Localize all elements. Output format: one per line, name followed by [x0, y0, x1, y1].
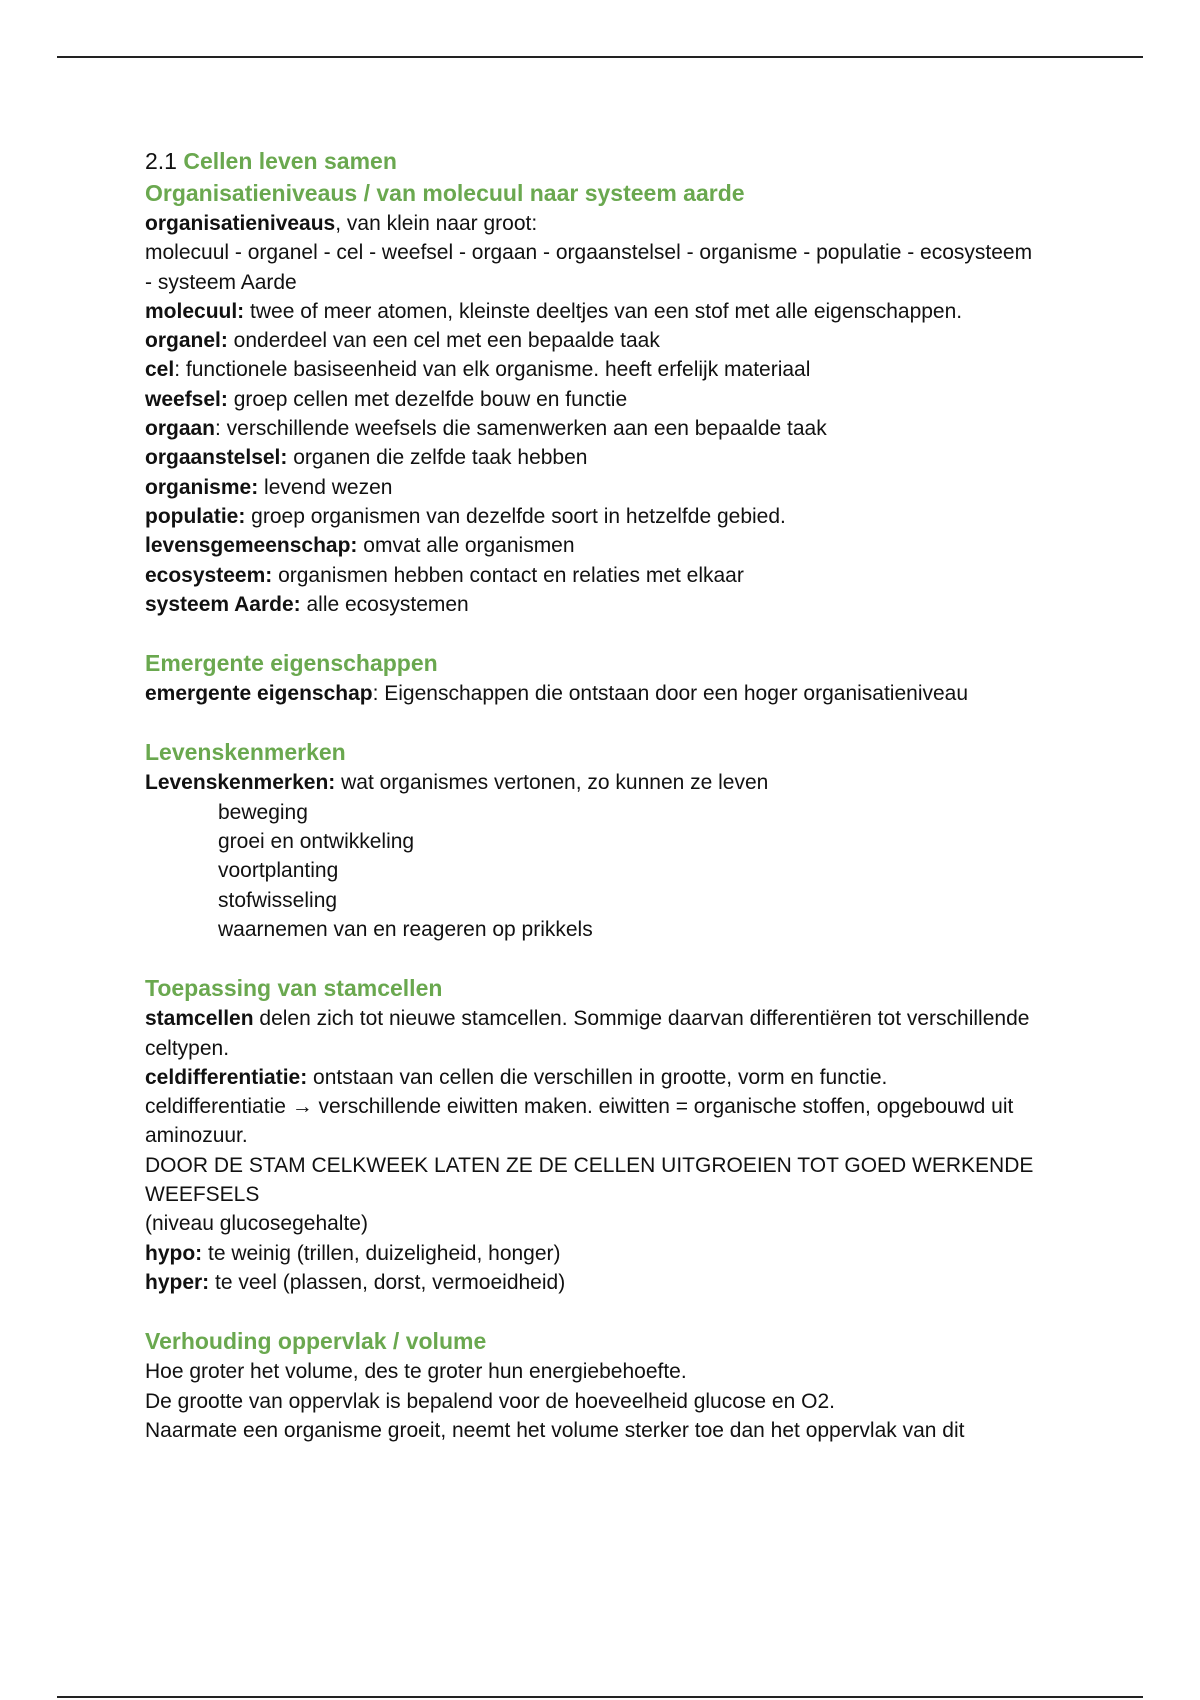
term: systeem Aarde:: [145, 592, 301, 616]
term: emergente eigenschap: [145, 682, 373, 706]
def-populatie: [145, 502, 1085, 531]
spacer: [145, 944, 1085, 972]
list-item: stofwisseling: [218, 888, 338, 912]
term: Levenskenmerken:: [145, 771, 336, 795]
term: levensgemeenschap:: [145, 534, 358, 558]
spacer: [145, 619, 1085, 647]
list-item: waarnemen van en reageren op prikkels: [218, 917, 593, 941]
heading-organisatieniveaus: Organisatieniveaus / van molecuul naar systeem aarde: [145, 180, 745, 206]
term: orgaanstelsel:: [145, 446, 288, 470]
term: molecuul:: [145, 299, 245, 323]
org-chain-cont: - systeem Aarde: [145, 270, 297, 294]
definition: organismen hebben contact en relaties met elkaar: [272, 563, 744, 587]
definition: wat organismes vertonen, zo kunnen ze leven: [335, 771, 769, 795]
org-intro: [145, 209, 1085, 238]
def-emergente-eigenschap: [145, 679, 1085, 708]
term: hyper:: [145, 1270, 210, 1294]
definition: groep organismen van dezelfde soort in hetzelfde gebied.: [245, 504, 786, 528]
term: weefsel:: [145, 387, 228, 411]
def-hyper: [145, 1268, 1085, 1297]
definition: delen zich tot nieuwe stamcellen. Sommige daarvan differentiëren tot verschillende: [253, 1007, 1030, 1031]
heading-levenskenmerken: Levenskenmerken: [145, 739, 346, 766]
spacer: [145, 1297, 1085, 1325]
heading-verhouding: Verhouding oppervlak / volume: [145, 1328, 487, 1355]
def-molecuul: [145, 297, 1085, 326]
def-orgaanstelsel: [145, 443, 1085, 472]
note-glucose: (niveau glucosegehalte): [145, 1212, 368, 1236]
term: cel: [145, 358, 175, 382]
def-celdifferentiatie: [145, 1063, 1085, 1092]
definition: ontstaan van cellen die verschillen in grootte, vorm en functie.: [307, 1065, 888, 1089]
definition: omvat alle organismen: [357, 534, 575, 558]
section-number: 2.1: [145, 148, 177, 174]
def-organisme: [145, 473, 1085, 502]
term: hypo:: [145, 1241, 203, 1265]
note-celkweek-cont: WEEFSELS: [145, 1183, 260, 1207]
term: organisatieniveaus: [145, 212, 336, 235]
heading-emergente-eigenschappen: Emergente eigenschappen: [145, 650, 438, 677]
def-levenskenmerken: [145, 768, 1085, 797]
def-levensgemeenschap: [145, 531, 1085, 560]
definition: onderdeel van een cel met een bepaalde taak: [227, 329, 660, 353]
org-chain: molecuul - organel - cel - weefsel - orgaan - orgaanstelsel - organisme - populatie - ecosysteem: [145, 241, 1033, 265]
note-celdifferentiatie: celdifferentiatie → verschillende eiwitten maken. eiwitten = organische stoffen, opgebouwd uit: [145, 1095, 1014, 1119]
spacer: [145, 708, 1085, 736]
definition: : Eigenschappen die ontstaan door een hoger organisatieniveau: [372, 682, 969, 706]
ratio-line-3: Naarmate een organisme groeit, neemt het volume sterker toe dan het oppervlak van dit: [145, 1418, 965, 1442]
document-body: [145, 145, 1085, 1445]
definition: organen die zelfde taak hebben: [287, 446, 588, 470]
def-stamcellen: [145, 1004, 1085, 1033]
term: ecosysteem:: [145, 563, 273, 587]
definition: alle ecosystemen: [300, 592, 469, 616]
def-orgaan: [145, 414, 1085, 443]
header-rule: [57, 56, 1143, 58]
list-item: beweging: [218, 800, 308, 824]
note-celkweek: DOOR DE STAM CELKWEEK LATEN ZE DE CELLEN UITGROEIEN TOT GOED WERKENDE: [145, 1153, 1034, 1177]
definition: , van klein naar groot:: [335, 212, 538, 235]
term: stamcellen: [145, 1007, 254, 1031]
list-item: groei en ontwikkeling: [218, 830, 415, 854]
definition: : functionele basiseenheid van elk organisme. heeft erfelijk materiaal: [174, 358, 811, 382]
heading-toepassing-stamcellen: Toepassing van stamcellen: [145, 975, 443, 1002]
section-title-text: Cellen leven samen: [183, 148, 397, 174]
ratio-line-1: Hoe groter het volume, des te groter hun energiebehoefte.: [145, 1360, 687, 1384]
definition: groep cellen met dezelfde bouw en functie: [227, 387, 628, 411]
term: organel:: [145, 329, 228, 353]
definition: twee of meer atomen, kleinste deeltjes van een stof met alle eigenschappen.: [244, 299, 963, 323]
definition: te weinig (trillen, duizeligheid, honger): [202, 1241, 561, 1265]
definition: te veel (plassen, dorst, vermoeidheid): [209, 1270, 566, 1294]
list-item: voortplanting: [218, 859, 339, 883]
definition: : verschillende weefsels die samenwerken aan een bepaalde taak: [215, 417, 827, 441]
def-weefsel: [145, 385, 1085, 414]
def-organel: [145, 326, 1085, 355]
footer-rule: [57, 1696, 1143, 1698]
section-title: [145, 145, 1085, 177]
def-stamcellen-cont: celtypen.: [145, 1036, 230, 1060]
def-ecosysteem: [145, 561, 1085, 590]
definition: levend wezen: [258, 475, 393, 499]
term: orgaan: [145, 417, 216, 441]
term: organisme:: [145, 475, 259, 499]
ratio-line-2: De grootte van oppervlak is bepalend voor de hoeveelheid glucose en O2.: [145, 1389, 835, 1413]
note-celdifferentiatie-cont: aminozuur.: [145, 1124, 248, 1148]
def-hypo: [145, 1239, 1085, 1268]
term: celdifferentiatie:: [145, 1065, 308, 1089]
def-systeem-aarde: [145, 590, 1085, 619]
def-cel: [145, 355, 1085, 384]
term: populatie:: [145, 504, 246, 528]
